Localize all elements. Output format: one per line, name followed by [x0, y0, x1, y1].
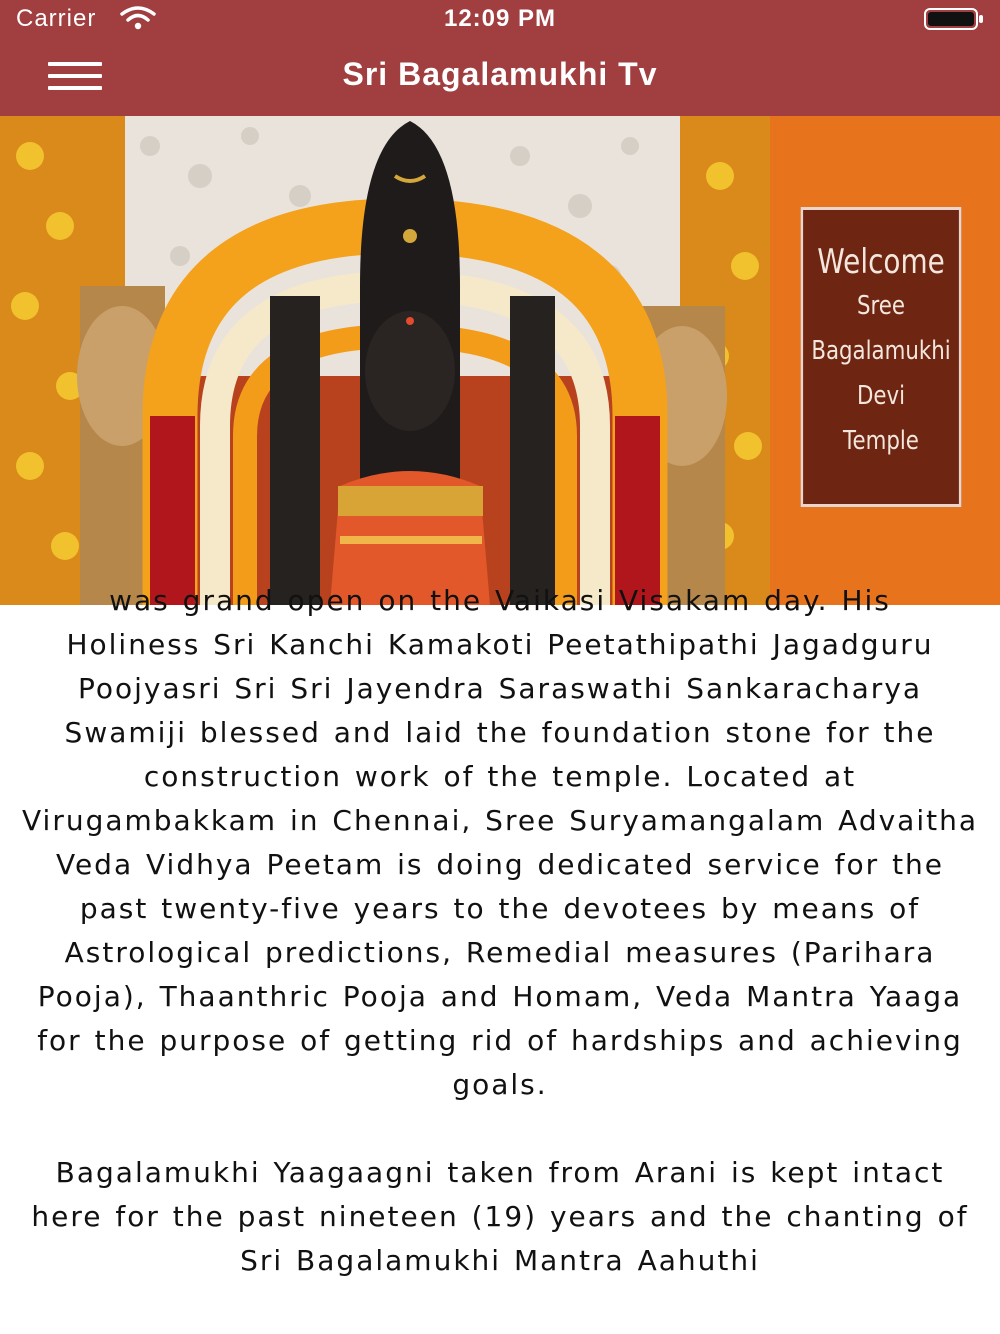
partially-hidden-line: was grand open on the Vaikasi Visakam day. His	[109, 584, 891, 617]
page-title: Sri Bagalamukhi Tv	[342, 56, 658, 92]
welcome-line: Temple	[843, 426, 919, 456]
carrier-label: Carrier	[16, 5, 97, 32]
top-bar	[0, 0, 1000, 116]
status-time: 12:09 PM	[443, 5, 557, 32]
welcome-line: Bagalamukhi	[811, 336, 951, 366]
paragraph-spacer	[20, 1107, 980, 1151]
description-paragraph: Holiness Sri Kanchi Kamakoti Peetathipathi Jagadguru Poojyasri Sri Sri Jayendra Saraswathi Sankaracharya Swamiji blessed and laid the foundation stone for the construction work of the temple. Located at Virugambakkam in Chennai, Sree Suryamangalam Advaitha Veda Vidhya Peetam is doing dedicated service for the past twenty-five years to the devotees by means of Astrological predictions, Remedial measures (Parihara Pooja), Thaanthric Pooja and Homam, Veda Mantra Yaaga for the purpose of getting rid of hardships and achieving goals.	[22, 628, 978, 1101]
temple-description[interactable]	[20, 584, 980, 1334]
battery-icon	[924, 8, 984, 30]
welcome-title: Welcome	[817, 242, 945, 282]
welcome-card	[801, 207, 962, 507]
temple-banner	[0, 116, 1000, 605]
welcome-line: Devi	[856, 381, 906, 411]
welcome-line: Sree	[856, 291, 906, 321]
description-paragraph: Bagalamukhi Yaagaagni taken from Arani is kept intact here for the past nineteen (19) years and the chanting of Sri Bagalamukhi Mantra Aahuthi	[31, 1156, 969, 1277]
